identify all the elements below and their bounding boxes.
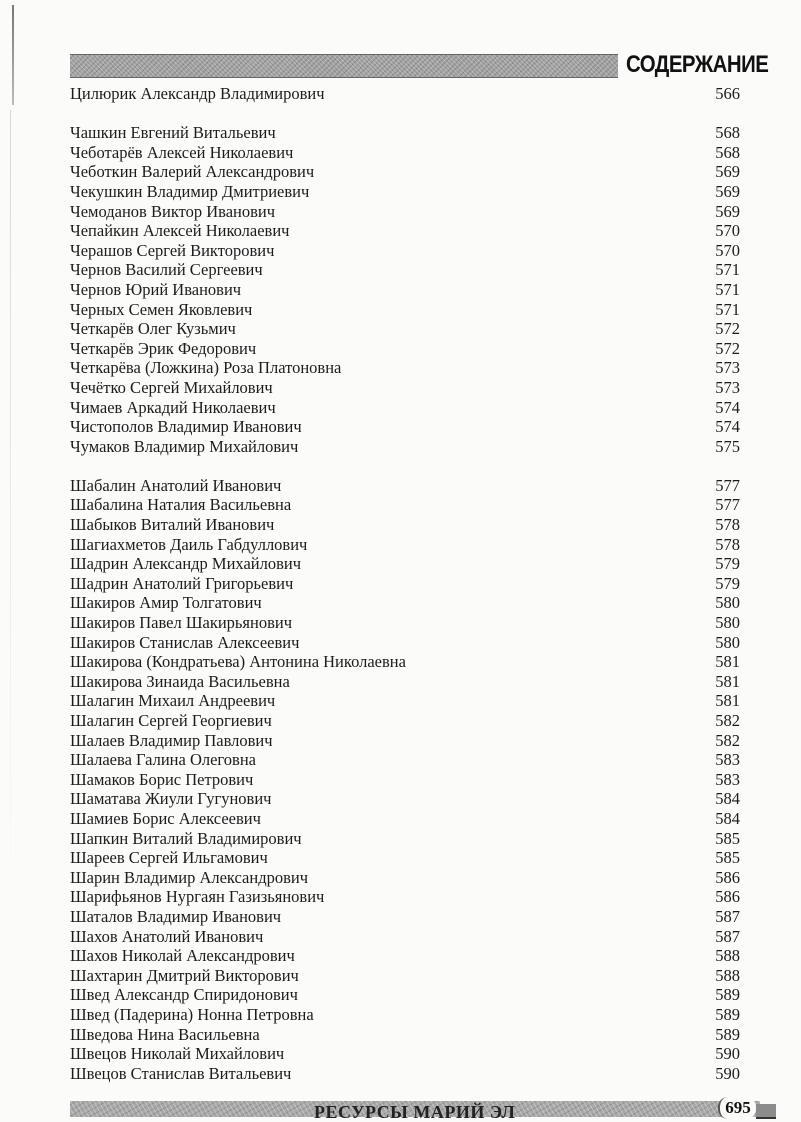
- toc-entry: [70, 417, 740, 437]
- entry-name: Чеботкин Валерий Александрович: [70, 162, 315, 182]
- entry-name: Шабыков Виталий Иванович: [70, 515, 275, 535]
- entry-name: Четкарёв Олег Кузьмич: [70, 319, 236, 339]
- entry-page: 584: [715, 808, 740, 828]
- entry-name: Шаталов Владимир Иванович: [70, 906, 282, 926]
- entry-name: Шамаков Борис Петрович: [70, 769, 254, 789]
- entry-page: 580: [715, 632, 740, 652]
- entry-page: 573: [715, 377, 740, 397]
- toc-entry: [70, 672, 740, 692]
- toc-entry: [70, 1005, 740, 1025]
- entry-page: 568: [715, 123, 740, 143]
- entry-page: 585: [715, 848, 740, 868]
- toc-entry: [70, 260, 740, 280]
- entry-name: Шарин Владимир Александрович: [70, 867, 309, 887]
- entry-name: Черных Семен Яковлевич: [70, 299, 253, 319]
- entry-page: 583: [715, 750, 740, 770]
- toc-entry: [70, 868, 740, 888]
- entry-name: Шалагин Сергей Георгиевич: [70, 711, 272, 730]
- entry-page: 572: [715, 338, 740, 358]
- toc-entry: [70, 358, 740, 378]
- toc-entry: [70, 280, 740, 300]
- entry-name: Чистополов Владимир Иванович: [70, 417, 302, 437]
- entry-name: Чернов Юрий Иванович: [70, 279, 242, 299]
- entry-name: Чемоданов Виктор Иванович: [70, 201, 276, 221]
- toc-entry: [70, 750, 740, 770]
- toc-entry: [70, 476, 740, 496]
- entry-page: 581: [715, 652, 740, 672]
- toc-entry: [70, 574, 740, 594]
- entry-page: 571: [715, 279, 740, 299]
- entry-page: 588: [715, 946, 740, 966]
- entry-name: Четкарёв Эрик Федорович: [70, 338, 257, 358]
- toc-entry: [70, 495, 740, 515]
- entry-name: Черашов Сергей Викторович: [70, 240, 275, 260]
- entry-name: Шакирова Зинаида Васильевна: [70, 671, 290, 691]
- toc-entry: [70, 339, 740, 359]
- entry-page: 581: [715, 691, 740, 711]
- toc-entry: [70, 202, 740, 222]
- toc-entry: [70, 887, 740, 907]
- entry-name: Чумаков Владимир Михайлович: [70, 436, 299, 456]
- entry-name: Шапкин Виталий Владимирович: [70, 828, 302, 848]
- entry-name: Шамиев Борис Алексеевич: [70, 808, 261, 828]
- toc-entry: [70, 946, 740, 966]
- entry-page: 578: [715, 515, 740, 535]
- toc-entry: [70, 927, 740, 947]
- entry-page: 589: [715, 1024, 740, 1044]
- entry-name: Шаматава Жиули Гугунович: [70, 789, 272, 809]
- footer-band-end: [756, 1104, 776, 1119]
- entry-name: Шареев Сергей Ильгамович: [70, 848, 268, 868]
- toc-entry: [70, 652, 740, 672]
- entry-page: 590: [715, 1044, 740, 1064]
- entry-page: 580: [715, 613, 740, 633]
- toc-entry: [70, 554, 740, 574]
- entry-name: Цилюрик Александр Владимирович: [70, 84, 325, 103]
- toc-entry: [70, 770, 740, 790]
- entry-name: Шахтарин Дмитрий Викторович: [70, 965, 299, 985]
- entry-page: 578: [715, 534, 740, 554]
- section-gap: [70, 456, 740, 476]
- toc-entry: [70, 84, 740, 104]
- entry-page: 568: [715, 142, 740, 162]
- toc-entry: [70, 1064, 740, 1084]
- header-decorative-band: [70, 54, 618, 78]
- section-gap: [70, 104, 740, 124]
- entry-page: 575: [715, 436, 740, 456]
- toc-entry: [70, 143, 740, 163]
- toc-entry: [70, 378, 740, 398]
- toc-entry: [70, 848, 740, 868]
- toc-entry: [70, 691, 740, 711]
- toc-entry: [70, 515, 740, 535]
- entry-page: 571: [715, 299, 740, 319]
- entry-page: 588: [715, 965, 740, 985]
- entry-name: Шведова Нина Васильевна: [70, 1024, 260, 1044]
- entry-name: Шарифьянов Нургаян Газизьянович: [70, 887, 325, 907]
- toc-entry: [70, 907, 740, 927]
- toc-entry: [70, 1044, 740, 1064]
- toc-entry: [70, 829, 740, 849]
- entry-name: Шадрин Анатолий Григорьевич: [70, 573, 294, 593]
- toc-entry: [70, 613, 740, 633]
- entry-name: Шабалина Наталия Васильевна: [70, 495, 292, 515]
- entry-page: 584: [715, 789, 740, 809]
- entry-name: Шалаев Владимир Павлович: [70, 730, 273, 750]
- scan-shadow: [10, 110, 11, 910]
- entry-page: 581: [715, 671, 740, 691]
- entry-page: 573: [715, 358, 740, 378]
- entry-name: Чашкин Евгений Витальевич: [70, 123, 276, 143]
- entry-page: 566: [715, 84, 740, 103]
- entry-page: 569: [715, 181, 740, 201]
- entry-name: Шахов Николай Александрович: [70, 946, 295, 966]
- entry-name: Шабалин Анатолий Иванович: [70, 475, 282, 495]
- entry-name: Чернов Василий Сергеевич: [70, 260, 263, 280]
- entry-name: Шахов Анатолий Иванович: [70, 926, 264, 946]
- page-title: СОДЕРЖАНИЕ: [626, 51, 769, 78]
- toc-entry: [70, 300, 740, 320]
- toc-entry: [70, 182, 740, 202]
- entry-name: Швед (Падерина) Нонна Петровна: [70, 1004, 314, 1024]
- toc-entry: [70, 437, 740, 457]
- entry-name: Чекушкин Владимир Дмитриевич: [70, 181, 310, 201]
- entry-page: 580: [715, 593, 740, 613]
- toc-entry: [70, 398, 740, 418]
- entry-name: Шалагин Михаил Андреевич: [70, 691, 276, 711]
- toc-entry: [70, 221, 740, 241]
- entry-page: 571: [715, 260, 740, 280]
- entry-page: 577: [715, 475, 740, 495]
- entry-page: 582: [715, 730, 740, 750]
- entry-page: 587: [715, 906, 740, 926]
- entry-name: Чепайкин Алексей Николаевич: [70, 221, 290, 241]
- entry-name: Швецов Николай Михайлович: [70, 1044, 285, 1064]
- toc-entry: [70, 789, 740, 809]
- entry-page: 586: [715, 867, 740, 887]
- scan-binding-edge: [12, 5, 14, 105]
- toc-entry: [70, 123, 740, 143]
- toc-entry: [70, 711, 740, 731]
- entry-page: 579: [715, 554, 740, 574]
- toc-entry: [70, 241, 740, 261]
- entry-page: 585: [715, 828, 740, 848]
- entry-name: Шакиров Павел Шакирьянович: [70, 613, 293, 633]
- entry-page: 574: [715, 417, 740, 437]
- entry-name: Шагиахметов Даиль Габдуллович: [70, 534, 308, 554]
- entry-name: Шадрин Александр Михайлович: [70, 554, 302, 574]
- entry-page: 589: [715, 1004, 740, 1024]
- entry-name: Шалаева Галина Олеговна: [70, 750, 256, 770]
- entry-name: Швецов Станислав Витальевич: [70, 1063, 292, 1083]
- entry-page: 582: [715, 711, 740, 730]
- toc-entry: [70, 593, 740, 613]
- toc-entry: [70, 966, 740, 986]
- entry-page: 569: [715, 162, 740, 182]
- entry-page: 579: [715, 573, 740, 593]
- entry-name: Шакиров Станислав Алексеевич: [70, 632, 300, 652]
- entry-page: 586: [715, 887, 740, 907]
- toc-entry: [70, 731, 740, 751]
- toc-entry: [70, 633, 740, 653]
- entry-name: Чечётко Сергей Михайлович: [70, 377, 273, 397]
- toc-entry: [70, 162, 740, 182]
- entry-page: 577: [715, 495, 740, 515]
- entry-page: 590: [715, 1063, 740, 1083]
- entry-name: Чеботарёв Алексей Николаевич: [70, 142, 294, 162]
- entry-name: Четкарёва (Ложкина) Роза Платоновна: [70, 358, 342, 378]
- entry-page: 583: [715, 769, 740, 789]
- entry-page: 570: [715, 240, 740, 260]
- toc-entry: [70, 1025, 740, 1045]
- entry-page: 572: [715, 319, 740, 339]
- entry-page: 587: [715, 926, 740, 946]
- entry-page: 589: [715, 985, 740, 1005]
- footer-title: РЕСУРСЫ МАРИЙ ЭЛ: [314, 1102, 516, 1122]
- table-of-contents: [70, 84, 740, 1083]
- entry-page: 569: [715, 201, 740, 221]
- entry-name: Шакиров Амир Толгатович: [70, 593, 262, 613]
- page-number: 695: [718, 1097, 756, 1119]
- toc-entry: [70, 985, 740, 1005]
- toc-entry: [70, 809, 740, 829]
- toc-entry: [70, 319, 740, 339]
- entry-name: Чимаев Аркадий Николаевич: [70, 397, 276, 417]
- entry-name: Швед Александр Спиридонович: [70, 985, 298, 1005]
- entry-page: 574: [715, 397, 740, 417]
- entry-name: Шакирова (Кондратьева) Антонина Николаевна: [70, 652, 406, 672]
- entry-page: 570: [715, 221, 740, 241]
- toc-entry: [70, 535, 740, 555]
